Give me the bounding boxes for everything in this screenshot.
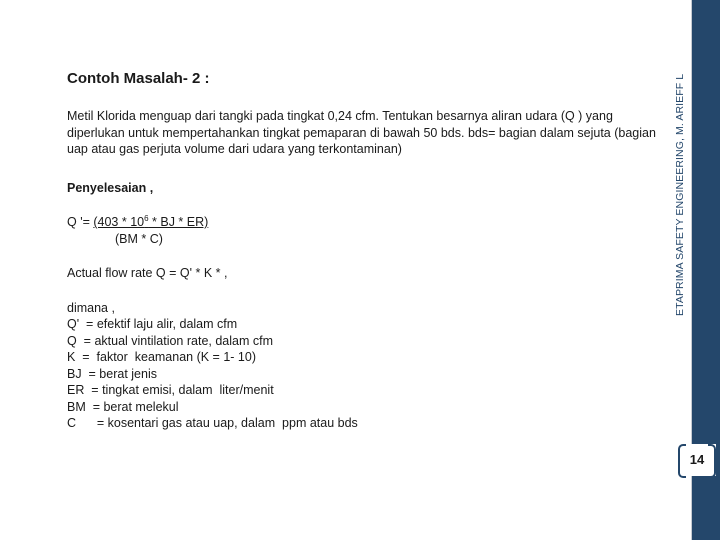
definition-list <box>67 300 657 432</box>
formula <box>67 214 657 247</box>
formula-numerator-line <box>67 214 657 231</box>
formula-denominator: (BM * C) <box>115 231 163 246</box>
definition-item: C = kosentari gas atau uap, dalam ppm atau bds <box>67 416 358 430</box>
slide-content <box>67 108 657 432</box>
definition-item: ER = tingkat emisi, dalam liter/menit <box>67 383 274 397</box>
page-number-box <box>678 444 716 476</box>
formula-numerator-base: (403 * 10 <box>93 215 145 229</box>
author-vertical-text: ETAPRIMA SAFETY ENGINEERING, M. ARIEFF L <box>674 73 686 316</box>
page-number: 14 <box>689 452 705 467</box>
definition-item: Q' = efektif laju alir, dalam cfm <box>67 317 238 331</box>
formula-numerator <box>93 215 208 229</box>
definition-item: dimana , <box>67 300 115 315</box>
solution-heading: Penyelesaian , <box>67 180 154 195</box>
definition-item: Q = aktual vintilation rate, dalam cfm <box>67 333 273 348</box>
formula-numerator-rest: * BJ * ER) <box>148 215 209 229</box>
definition-item: BJ = berat jenis <box>67 366 157 381</box>
definition-item: BM = berat melekul <box>67 399 179 414</box>
actual-flow-rate: Actual flow rate Q = Q' * K * , <box>67 266 228 280</box>
side-text-container <box>668 0 692 330</box>
problem-statement: Metil Klorida menguap dari tangki pada tingkat 0,24 cfm. Tentukan besarnya aliran udara (Q ) yang diperlukan untuk mempertahankan tingkat pemaparan di bawah 50 bds. bds= bagian dalam sejuta (bagian uap atau gas perjuta volume dari udara yang terkontaminan) <box>67 109 656 156</box>
formula-lhs: Q '= <box>67 215 94 229</box>
slide-title: Contoh Masalah- 2 : <box>67 70 210 87</box>
formula-exponent: 6 <box>144 213 149 223</box>
definition-item: K = faktor keamanan (K = 1- 10) <box>67 350 256 364</box>
